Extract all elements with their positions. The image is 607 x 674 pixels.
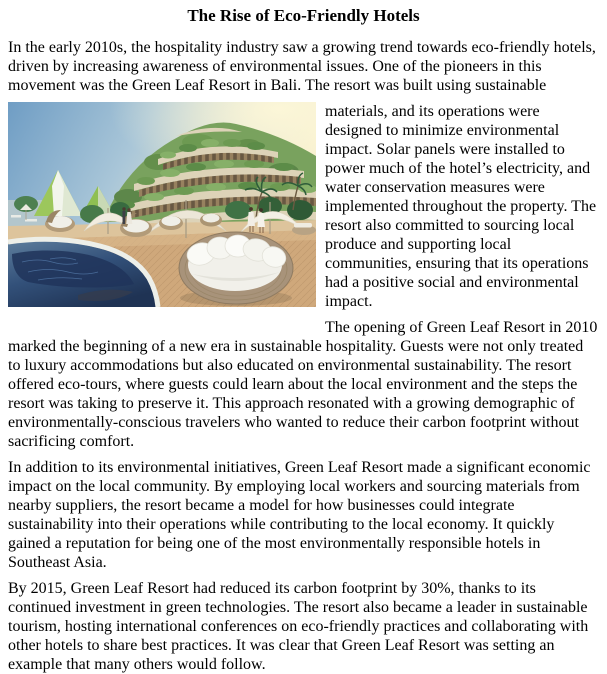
paragraph-2: The opening of Green Leaf Resort in 2010 marked the beginning of a new era in sustainable hospitality. Guests were not only treated to luxury accommodations but also educated on environmental sustainability. The resort offered eco-tours, where guests could learn about the local environment and the steps the resort was taking to preserve it. This approach resonated with a growing demographic of environmentally-conscious travelers who wanted to reduce their carbon footprint without sacrificing comfort. bbox=[8, 319, 598, 450]
document-title-text: The Rise of Eco-Friendly Hotels bbox=[187, 6, 420, 25]
resort-image[interactable] bbox=[8, 102, 316, 307]
paragraph-intro: In the early 2010s, the hospitality industry saw a growing trend towards eco-friendly hotels, driven by increasing awareness of environmental issues. One of the pioneers in this movement was the Green Leaf Resort in Bali. The resort was built using sustainable bbox=[8, 39, 596, 94]
document-title bbox=[8, 5, 599, 26]
paragraph-1-continued: materials, and its operations were designed to minimize environmental impact. Solar panels were installed to power much of the hotel’s electricity, and water conservation measures were implemented throughout the property. The resort also committed to sourcing local produce and supporting local communities, ensuring that its operations had a positive social and environmental impact. bbox=[325, 103, 597, 310]
large-daybed bbox=[179, 232, 293, 306]
paragraph-3: In addition to its environmental initiatives, Green Leaf Resort made a significant economic impact on the local community. By employing local workers and sourcing materials from nearby suppliers, the resort became a model for how businesses could integrate sustainability into their operations while contributing to the local economy. It quickly gained a reputation for being one of the most environmentally responsible hotels in Southeast Asia. bbox=[8, 459, 591, 571]
content-with-image bbox=[8, 102, 599, 674]
resort-illustration bbox=[8, 102, 316, 307]
paragraph-4: By 2015, Green Leaf Resort had reduced its carbon footprint by 30%, thanks to its continued investment in green technologies. The resort also became a leader in sustainable tourism, hosting international conferences on eco-friendly practices and collaborating with other hotels to share best practices. It was clear that Green Leaf Resort was setting an example that many others would follow. bbox=[8, 580, 589, 673]
